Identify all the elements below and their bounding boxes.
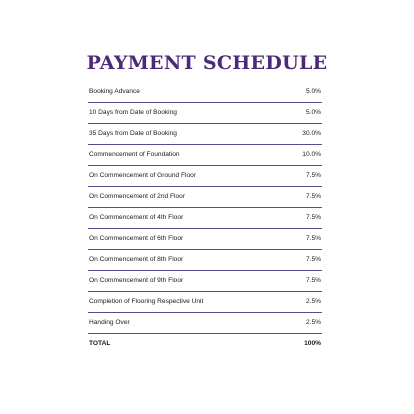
row-value: 7.5% xyxy=(305,171,321,179)
table-row xyxy=(88,250,322,271)
table-row xyxy=(88,229,322,250)
row-value: 7.5% xyxy=(305,255,321,263)
row-value: 10.0% xyxy=(302,150,321,158)
row-value: 30.0% xyxy=(302,129,321,137)
schedule-table xyxy=(88,82,322,355)
table-row xyxy=(88,124,322,145)
row-label: On Commencement of Ground Floor xyxy=(89,171,197,179)
row-value: 5.0% xyxy=(305,108,321,116)
table-row xyxy=(88,145,322,166)
row-label: 10 Days from Date of Booking xyxy=(89,108,177,116)
total-value: 100% xyxy=(304,340,321,348)
page-title: PAYMENT SCHEDULE xyxy=(86,52,328,74)
row-value: 5.0% xyxy=(305,87,321,95)
table-row xyxy=(88,82,322,103)
row-label: Handing Over xyxy=(89,318,130,326)
row-label: On Commencement of 2nd Floor xyxy=(89,192,186,200)
row-value: 7.5% xyxy=(305,276,321,284)
table-row xyxy=(88,292,322,313)
row-label: Completion of Flooring Respective Unit xyxy=(89,297,204,305)
table-row xyxy=(88,271,322,292)
table-row xyxy=(88,103,322,124)
row-label: 35 Days from Date of Booking xyxy=(89,129,177,137)
row-label: On Commencement of 9th Floor xyxy=(89,276,184,284)
table-row xyxy=(88,187,322,208)
table-row xyxy=(88,313,322,334)
total-label: TOTAL xyxy=(89,340,111,348)
row-label: On Commencement of 4th Floor xyxy=(89,213,184,221)
row-label: On Commencement of 8th Floor xyxy=(89,255,184,263)
row-value: 7.5% xyxy=(305,192,321,200)
row-label: Commencement of Foundation xyxy=(89,150,180,158)
table-row xyxy=(88,166,322,187)
total-row xyxy=(88,334,322,355)
row-label: On Commencement of 6th Floor xyxy=(89,234,184,242)
table-row xyxy=(88,208,322,229)
row-value: 7.5% xyxy=(305,234,321,242)
row-label: Booking Advance xyxy=(89,87,140,95)
row-value: 2.5% xyxy=(305,318,321,326)
row-value: 7.5% xyxy=(305,213,321,221)
row-value: 2.5% xyxy=(305,297,321,305)
